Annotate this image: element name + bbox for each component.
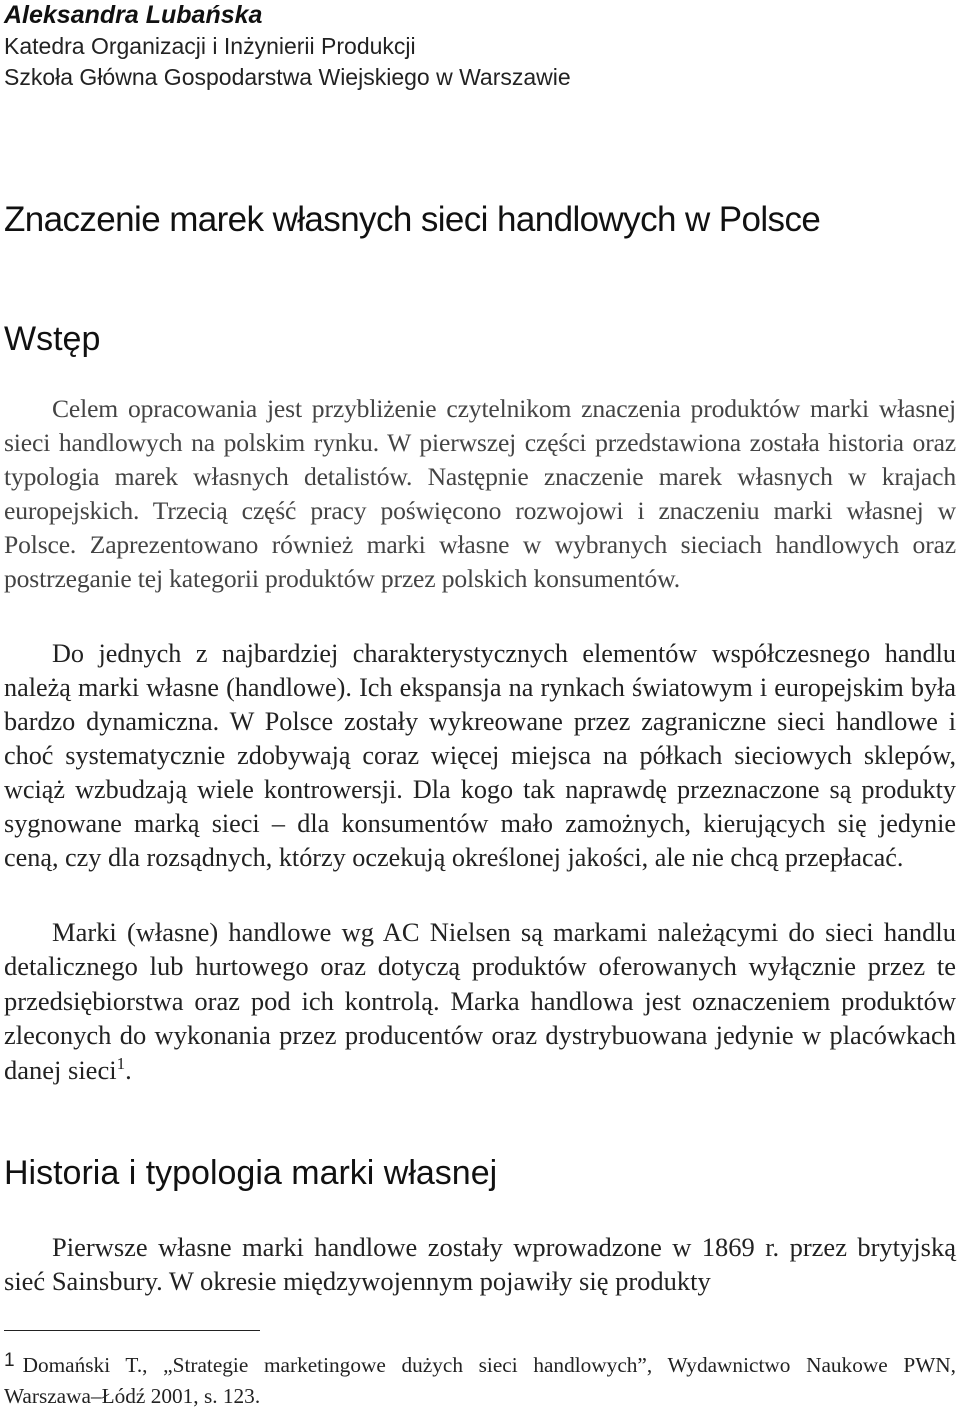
intro-paragraph-2-text: Do jednych z najbardziej charakterystycznych elementów współczesnego handlu należą marki własne (handlowe). Ich ekspansja na rynkach światowym i europejskim była bardzo dynamiczna. W Polsce zostały wykreowane przez zagraniczne sieci handlowe i choć systematycznie zdobywają coraz więcej miejsca na półkach sieciowych sklepów, wciąż wzbudzają wiele kontrowersji. Dla kogo tak naprawdę przeznaczone są produkty sygnowane marką sieci – dla konsumentów mało zamożnych, kierujących się jedynie ceną, czy dla rozsądnych, którzy oczekują określonej jakości, ale nie chcą przepłacać. xyxy=(4,639,956,872)
affiliation-university: Szkoła Główna Gospodarstwa Wiejskiego w Warszawie xyxy=(4,64,571,90)
section-heading-intro: Wstęp xyxy=(4,320,101,358)
footnote xyxy=(4,1345,956,1412)
paper-title: Znaczenie marek własnych sieci handlowych w Polsce xyxy=(4,200,821,239)
footnote-reference: 1 xyxy=(116,1053,126,1073)
intro-paragraph-3-text: Marki (własne) handlowe wg AC Nielsen są markami należącymi do sieci handlu detalicznego lub hurtowego oraz dotyczą produktów oferowanych wyłącznie przez te przedsiębiorstwa oraz pod ich kontrolą. Marka handlowa jest oznaczeniem produktów zleconych do wykonania przez producentów oraz dystrybuowana jedynie w placówkach danej sieci xyxy=(4,917,956,1085)
footnote-text: Domański T., „Strategie marketingowe dużych sieci handlowych”, Wydawnictwo Naukowe PWN, Warszawa–Łódź 2001, s. 123. xyxy=(4,1353,956,1408)
intro-paragraph-2 xyxy=(4,637,956,875)
intro-paragraph-3: Marki (własne) handlowe wg AC Nielsen są markami należącymi do sieci handlu detalicznego lub hurtowego oraz dotyczą produktów oferowanych wyłącznie przez te przedsiębiorstwa oraz pod ich kontrolą. Marka handlowa jest oznaczeniem produktów zleconych do wykonania przez producentów oraz dystrybuowana jedynie w placówkach danej sieci$^1$. xyxy=(4,917,956,1085)
history-paragraph-1 xyxy=(4,1230,956,1299)
author-name: Aleksandra Lubańska xyxy=(4,1,263,29)
section-heading-history: Historia i typologia marki własnej xyxy=(4,1154,498,1192)
intro-paragraph-1 xyxy=(4,392,956,597)
affiliation-department: Katedra Organizacji i Inżynierii Produkcji xyxy=(4,33,416,59)
intro-paragraph-1-text: Celem opracowania jest przybliżenie czytelnikom znaczenia produktów marki własnej sieci handlowych na polskim rynku. W pierwszej części przedstawiona została historia oraz typologia marek własnych detalistów. Następnie znaczenie marek własnych w krajach europejskich. Trzecią część pracy poświęcono rozwojowi i znaczeniu marki własnej w Polsce. Zaprezentowano również marki własne w wybranych sieciach handlowych oraz postrzeganie tej kategorii produktów przez polskich konsumentów. xyxy=(4,394,956,594)
footnote-separator xyxy=(4,1330,260,1331)
history-paragraph-1-text: Pierwsze własne marki handlowe zostały wprowadzone w 1869 r. przez brytyjską sieć Sainsbury. W okresie międzywojennym pojawiły się produkty xyxy=(4,1232,956,1297)
footnote-number: 1 xyxy=(4,1350,15,1371)
